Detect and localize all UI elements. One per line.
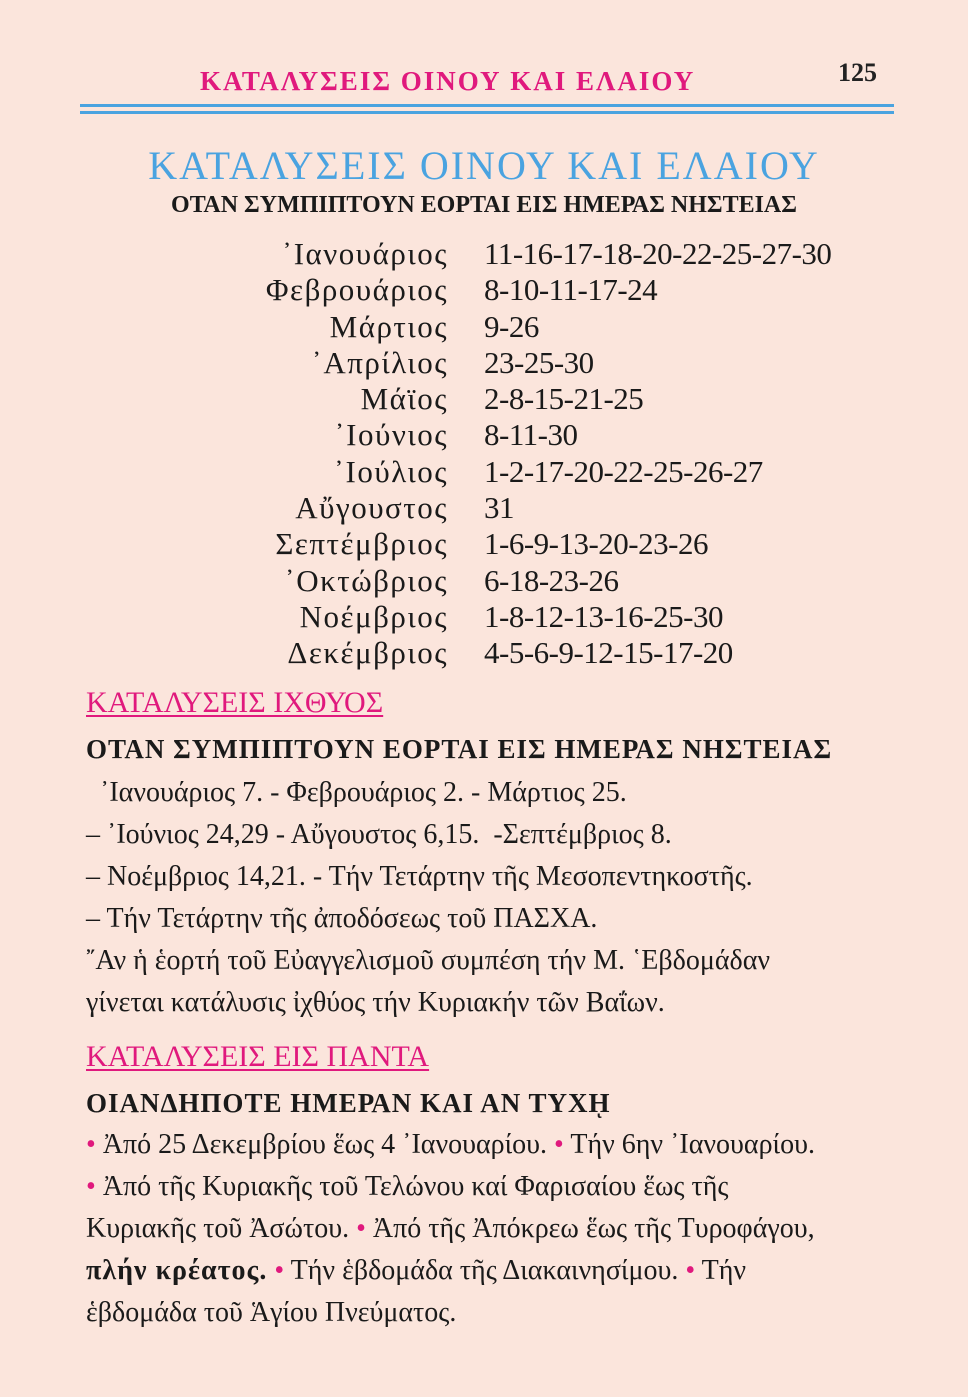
bullet: •: [685, 1255, 696, 1286]
all-line-3: [86, 1208, 896, 1250]
all-line-4: [86, 1250, 896, 1292]
fish-line: – Νοέμβριος 14,21. - Τήν Τετάρτην τῆς Μεσοπεντηκοστῆς.: [86, 861, 753, 892]
fish-subtitle: ΟΤΑΝ ΣΥΜΠΙΠΤΟΥΝ ΕΟΡΤΑΙ ΕΙΣ ΗΜΕΡΑΣ ΝΗΣΤΕΙΑΣ: [86, 734, 833, 764]
all-text: Ἀπό τῆς Ἀπόκρεω ἕως τῆς Τυροφάγου,: [372, 1213, 815, 1244]
month-days: 1-8-12-13-16-25-30: [484, 598, 723, 634]
all-paragraph: [86, 1124, 896, 1334]
fish-line: – Τήν Τετάρτην τῆς ἀποδόσεως τοῦ ΠΑΣΧΑ.: [86, 903, 598, 934]
all-line-5: [86, 1292, 896, 1334]
fish-line: – ᾿Ιούνιος 24,29 - Αὔγουστος 6,15. -Σεπτέμβριος 8.: [86, 819, 672, 850]
month-name: Νοέμβριος: [299, 598, 448, 634]
month-name: Δεκέμβριος: [287, 635, 448, 671]
fish-paragraph: [86, 772, 896, 1024]
month-row: [0, 236, 968, 272]
month-name: Αὔγουστος: [295, 490, 448, 526]
month-name: Σεπτέμβριος: [275, 526, 448, 562]
bullet: •: [554, 1129, 564, 1160]
page-number: 125: [838, 58, 877, 87]
month-row: [0, 635, 968, 671]
month-days: 23-25-30: [484, 344, 594, 380]
all-subtitle: ΟΙΑΝΔΗΠΟΤΕ ΗΜΕΡΑΝ ΚΑΙ ΑΝ ΤΥΧῌ: [86, 1088, 611, 1118]
all-line-1: [86, 1124, 896, 1166]
all-text: Ἀπό 25 Δεκεμβρίου ἕως 4 ᾿Ιανουαρίου.: [102, 1129, 548, 1160]
month-days: 9-26: [484, 308, 539, 344]
bullet: •: [86, 1129, 96, 1160]
all-text: ἑβδομάδα τοῦ Ἁγίου Πνεύματος.: [86, 1297, 457, 1328]
header-rule-bottom: [80, 111, 894, 114]
month-row: [0, 526, 968, 562]
month-days: 11-16-17-18-20-22-25-27-30: [484, 236, 832, 271]
month-row: [0, 454, 968, 490]
month-name: ᾿Ιούνιος: [334, 417, 448, 453]
month-days: 6-18-23-26: [484, 562, 619, 598]
month-row: [0, 272, 968, 308]
fish-heading: ΚΑΤΑΛΥΣΕΙΣ ΙΧΘΥΟΣ: [86, 686, 384, 719]
all-text: Τήν 6ην ᾿Ιανουαρίου.: [570, 1129, 815, 1160]
all-heading: ΚΑΤΑΛΥΣΕΙΣ ΕΙΣ ΠΑΝΤΑ: [86, 1040, 430, 1073]
month-name: Φεβρουάριος: [265, 272, 448, 308]
fish-line: ῎Αν ἡ ἑορτή τοῦ Εὐαγγελισμοῦ συμπέση τήν Μ. ῾Εβδομάδαν: [86, 945, 771, 976]
month-days: 1-2-17-20-22-25-26-27: [484, 453, 763, 489]
all-line-2: [86, 1166, 896, 1208]
month-name: Μάρτιος: [329, 308, 448, 344]
bullet: •: [274, 1255, 285, 1286]
month-days: 8-10-11-17-24: [484, 272, 658, 308]
month-name: ᾿Οκτώβριος: [284, 562, 448, 598]
month-row: [0, 490, 968, 526]
month-name: ᾿Απρίλιος: [311, 344, 448, 380]
month-days: 4-5-6-9-12-15-17-20: [484, 635, 733, 671]
running-head: ΚΑΤΑΛΥΣΕΙΣ ΟΙΝΟΥ ΚΑΙ ΕΛΑΙΟΥ: [200, 66, 696, 96]
months-table: [0, 236, 968, 672]
month-row: [0, 563, 968, 599]
all-text: Κυριακῆς τοῦ Ἀσώτου.: [86, 1213, 350, 1244]
bullet: •: [356, 1213, 366, 1244]
month-name: Μάϊος: [360, 381, 448, 417]
month-days: 2-8-15-21-25: [484, 381, 644, 417]
all-text: Τήν ἑβδομάδα τῆς Διακαινησίμου.: [290, 1255, 679, 1286]
all-text: Ἀπό τῆς Κυριακῆς τοῦ Τελώνου καί Φαρισαίου ἕως τῆς: [102, 1171, 729, 1202]
month-row: [0, 345, 968, 381]
all-text: Τήν: [701, 1255, 747, 1286]
month-row: [0, 599, 968, 635]
month-days: 31: [484, 490, 514, 526]
section-subtitle: ΟΤΑΝ ΣΥΜΠΙΠΤΟΥΝ ΕΟΡΤΑΙ ΕΙΣ ΗΜΕΡΑΣ ΝΗΣΤΕΙΑΣ: [171, 192, 797, 218]
month-row: [0, 417, 968, 453]
fish-line: ᾿Ιανουάριος 7. - Φεβρουάριος 2. - Μάρτιος 25.: [86, 777, 627, 808]
month-days: 8-11-30: [484, 417, 578, 453]
header-rule-top: [80, 104, 894, 107]
section-title: ΚΑΤΑΛΥΣΕΙΣ ΟΙΝΟΥ ΚΑΙ ΕΛΑΙΟΥ: [148, 143, 820, 188]
bullet: •: [86, 1171, 96, 1202]
month-row: [0, 381, 968, 417]
fish-line: γίνεται κατάλυσις ἰχθύος τήν Κυριακήν τῶν Βαΐων.: [86, 987, 665, 1018]
month-days: 1-6-9-13-20-23-26: [484, 526, 708, 562]
all-text-bold: πλήν κρέατος.: [86, 1255, 268, 1286]
month-row: [0, 309, 968, 345]
month-name: ᾿Ιούλιος: [333, 453, 448, 489]
month-name: ᾿Ιανουάριος: [281, 236, 448, 271]
